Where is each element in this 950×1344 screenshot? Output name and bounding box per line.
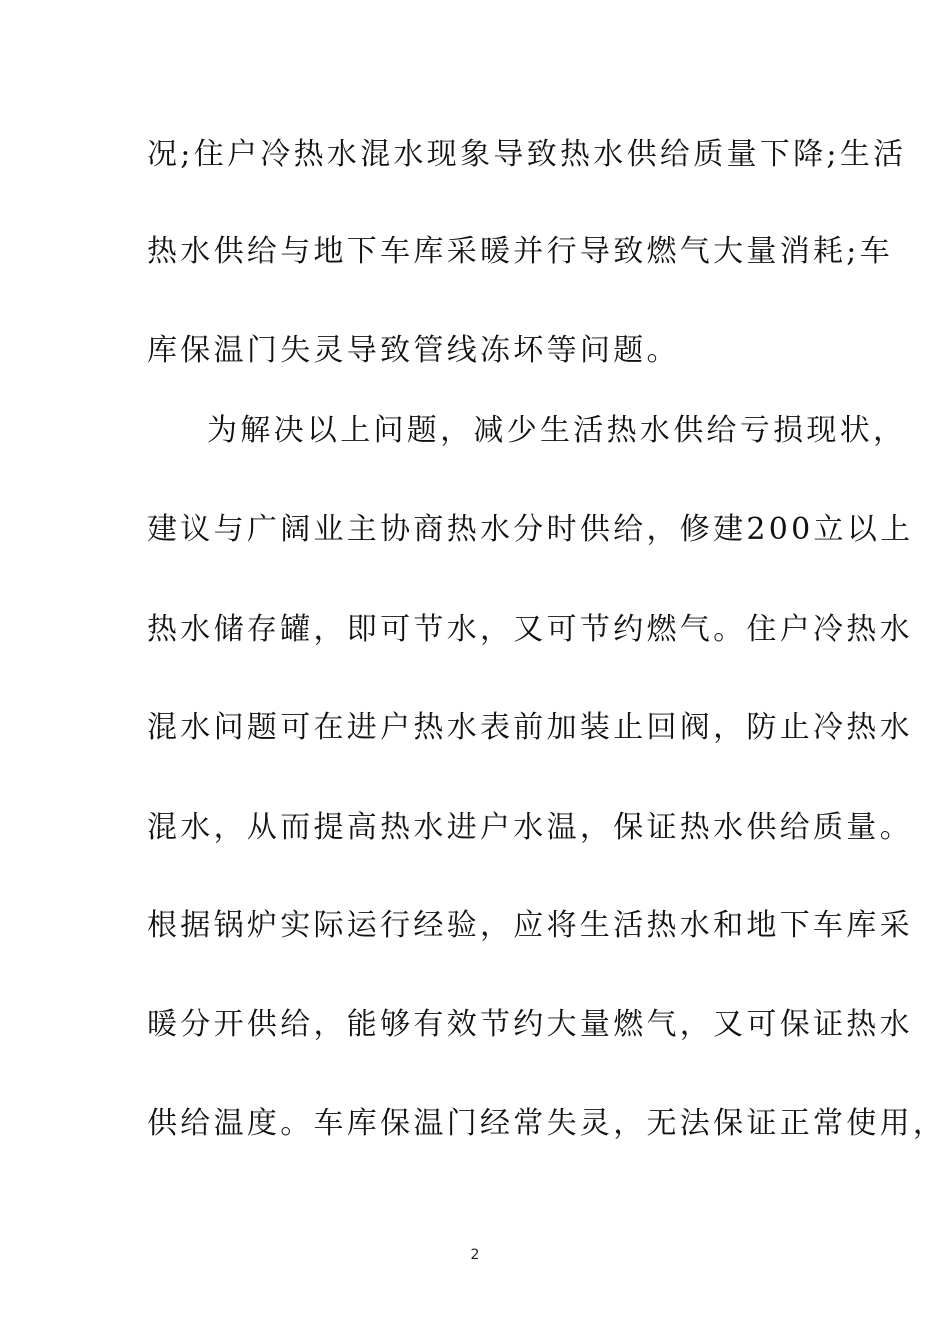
text-line-8: 混水，从而提高热水进户水温，保证热水供给质量。	[147, 810, 913, 845]
text-line-5: 建议与广阔业主协商热水分时供给，修建200立以上	[147, 512, 914, 547]
paragraph-first-line: 为解决以上问题，减少生活热水供给亏损现状，	[207, 413, 907, 448]
text-line-7: 混水问题可在进户热水表前加装止回阀，防止冷热水	[147, 710, 913, 745]
text-line-2: 热水供给与地下车库采暖并行导致燃气大量消耗;车	[147, 234, 894, 269]
text-line-3: 库保温门失灵导致管线冻坏等问题。	[147, 333, 680, 368]
text-line-10: 暖分开供给，能够有效节约大量燃气，又可保证热水	[147, 1007, 913, 1042]
page-number: 2	[470, 1247, 480, 1263]
text-line-6: 热水储存罐，即可节水，又可节约燃气。住户冷热水	[147, 612, 913, 647]
text-line-11: 供给温度。车库保温门经常失灵，无法保证正常使用，	[147, 1106, 947, 1141]
text-line-9: 根据锅炉实际运行经验，应将生活热水和地下车库采	[147, 908, 913, 943]
text-line-1: 况;住户冷热水混水现象导致热水供给质量下降;生活	[147, 137, 907, 172]
